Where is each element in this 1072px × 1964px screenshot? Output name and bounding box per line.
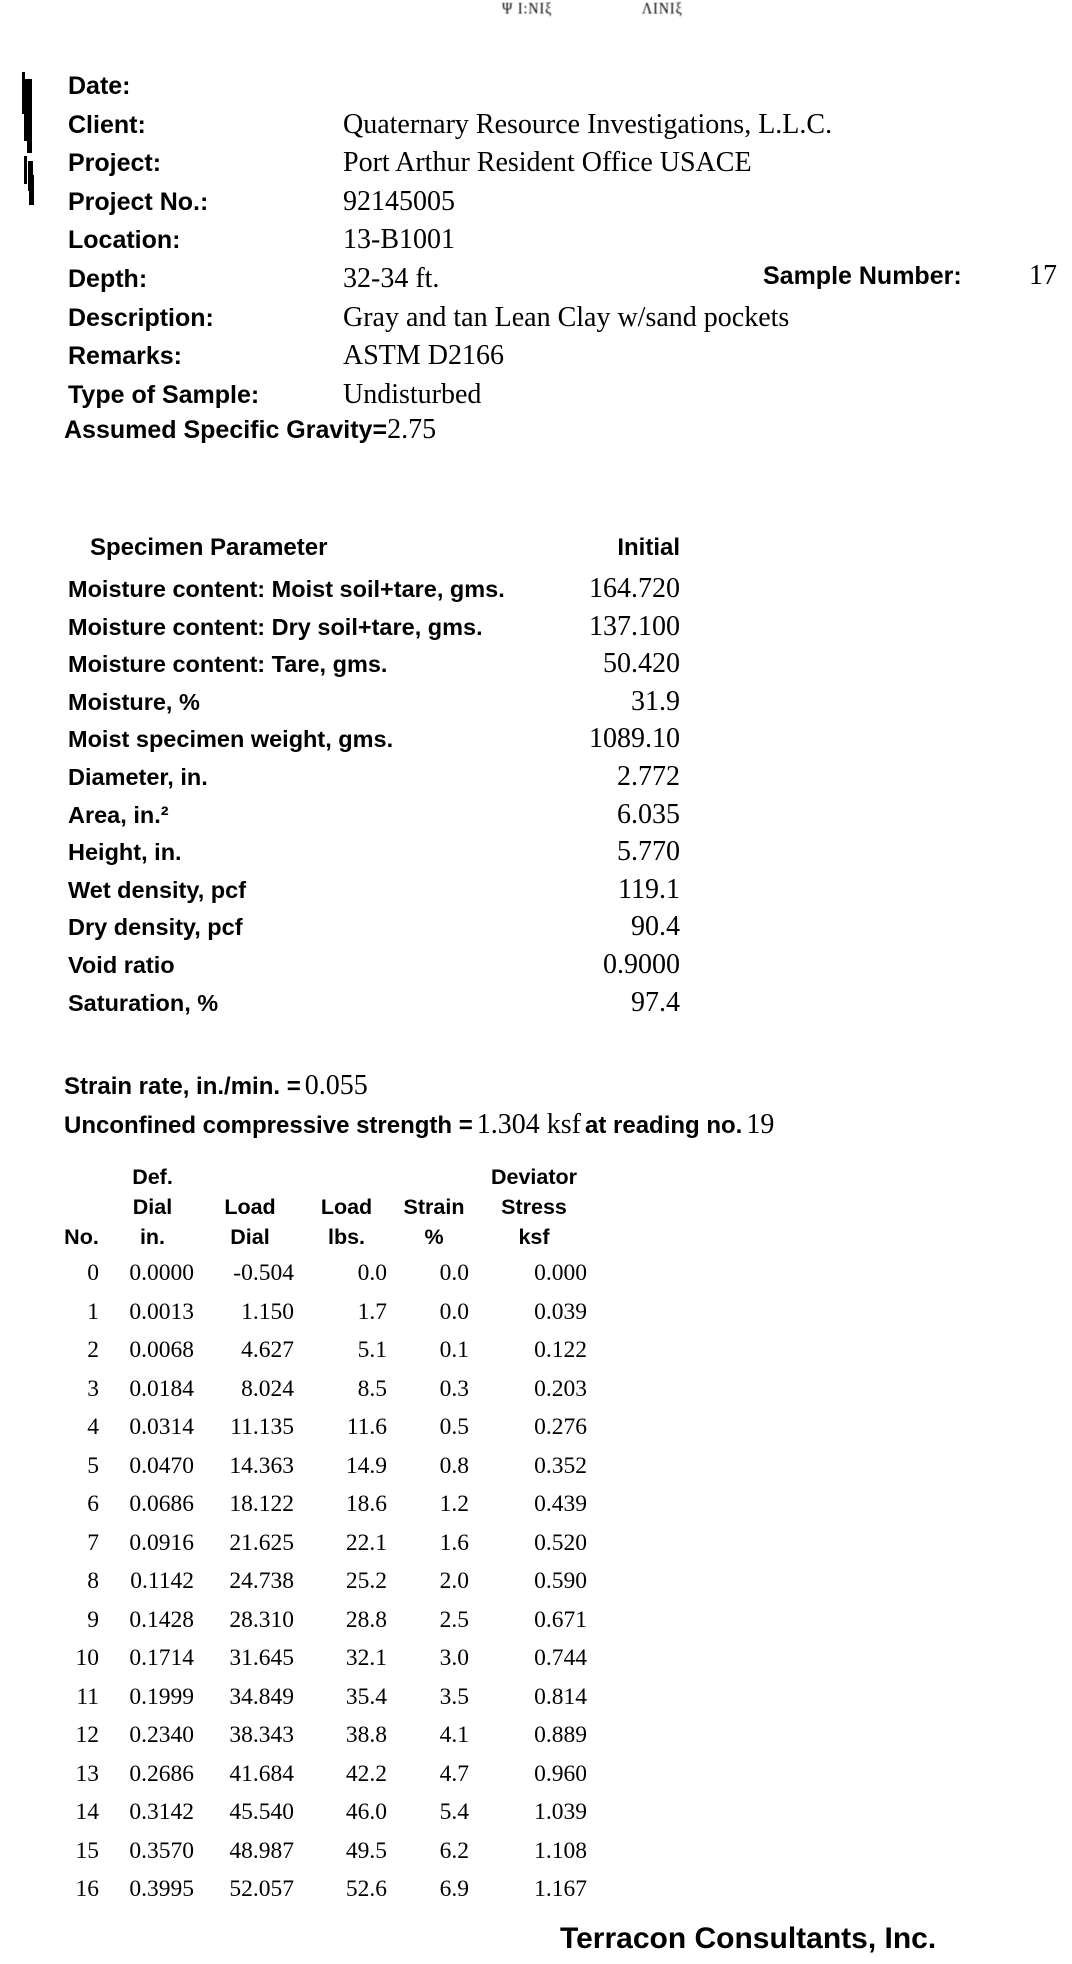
deviator-stress-cell: 0.039 bbox=[534, 1298, 587, 1325]
scan-noise-text: Ψ Ι:ΝΙξ bbox=[502, 0, 553, 19]
field-label: Location: bbox=[68, 226, 181, 255]
load-lbs-cell: 0.0 bbox=[357, 1260, 387, 1286]
field-value: Quaternary Resource Investigations, L.L.C. bbox=[343, 108, 833, 140]
load-lbs-cell: 14.9 bbox=[345, 1452, 387, 1479]
def-dial-cell: 0.1999 bbox=[129, 1683, 194, 1710]
load-dial-cell: 8.024 bbox=[241, 1375, 294, 1402]
deviator-stress-cell: 0.960 bbox=[534, 1760, 587, 1787]
strain-cell: 0.0 bbox=[439, 1298, 469, 1325]
table-header-cell: Load bbox=[224, 1195, 276, 1219]
load-lbs-cell: 46.0 bbox=[345, 1799, 387, 1825]
def-dial-cell: 0.3142 bbox=[129, 1799, 194, 1825]
load-lbs-cell: 32.1 bbox=[345, 1645, 387, 1671]
field-value: Undisturbed bbox=[343, 378, 482, 410]
specimen-row bbox=[68, 836, 680, 874]
deviator-stress-cell: 0.122 bbox=[534, 1337, 587, 1363]
initial-column-heading: Initial bbox=[617, 534, 680, 561]
field-label: Description: bbox=[68, 303, 214, 332]
specimen-row bbox=[68, 686, 680, 724]
load-dial-cell: 31.645 bbox=[229, 1645, 294, 1671]
load-dial-cell: 45.540 bbox=[229, 1799, 294, 1825]
specimen-row bbox=[68, 949, 680, 987]
reading-no-cell: 9 bbox=[87, 1606, 99, 1633]
parameter-label: Moisture content: Moist soil+tare, gms. bbox=[68, 576, 505, 602]
deviator-stress-cell: 0.520 bbox=[534, 1529, 587, 1556]
specimen-row bbox=[68, 723, 680, 761]
table-header-cell: Dial bbox=[132, 1195, 173, 1219]
sample-number-value: 17 bbox=[1029, 260, 1057, 291]
table-header-cell: Strain bbox=[403, 1195, 465, 1219]
readings-table bbox=[58, 1164, 593, 1909]
specimen-row bbox=[68, 648, 680, 686]
def-dial-cell: 0.0013 bbox=[129, 1298, 194, 1325]
specimen-row bbox=[68, 573, 680, 611]
reading-no-cell: 13 bbox=[75, 1760, 99, 1787]
load-lbs-cell: 5.1 bbox=[357, 1337, 387, 1363]
strain-cell: 3.0 bbox=[439, 1645, 469, 1671]
def-dial-cell: 0.2686 bbox=[129, 1760, 194, 1787]
load-lbs-cell: 25.2 bbox=[345, 1568, 387, 1594]
assumed-sg-value: 2.75 bbox=[387, 414, 437, 445]
field-label: Client: bbox=[68, 110, 146, 139]
load-dial-cell: 28.310 bbox=[229, 1606, 294, 1633]
field-value: Gray and tan Lean Clay w/sand pockets bbox=[343, 301, 790, 333]
def-dial-cell: 0.0068 bbox=[129, 1337, 194, 1363]
deviator-stress-cell: 0.590 bbox=[534, 1568, 587, 1594]
header-fields bbox=[68, 70, 832, 417]
parameter-value: 97.4 bbox=[631, 986, 680, 1018]
load-lbs-cell: 35.4 bbox=[345, 1683, 387, 1710]
unconfined-strength-line bbox=[64, 1109, 774, 1141]
field-value: 92145005 bbox=[343, 185, 455, 217]
field-value: ASTM D2166 bbox=[343, 340, 505, 372]
strain-cell: 0.0 bbox=[439, 1260, 469, 1286]
header-field-row bbox=[68, 109, 832, 148]
reading-no-cell: 16 bbox=[75, 1876, 99, 1902]
load-dial-cell: 24.738 bbox=[229, 1568, 294, 1594]
def-dial-cell: 0.3995 bbox=[129, 1876, 194, 1902]
table-header-cell: % bbox=[424, 1225, 444, 1249]
reading-no-cell: 8 bbox=[87, 1568, 99, 1594]
field-label: Depth: bbox=[68, 264, 148, 293]
def-dial-cell: 0.1714 bbox=[129, 1645, 194, 1671]
parameter-label: Height, in. bbox=[68, 839, 182, 866]
company-name: Terracon Consultants, Inc. bbox=[560, 1922, 937, 1955]
header-field-row bbox=[68, 302, 832, 341]
reading-no-cell: 1 bbox=[87, 1298, 99, 1325]
header-field-row bbox=[68, 263, 832, 302]
specimen-row bbox=[68, 911, 680, 949]
strain-cell: 5.4 bbox=[439, 1799, 469, 1825]
strain-cell: 1.2 bbox=[439, 1491, 469, 1517]
strain-rate-line bbox=[64, 1070, 368, 1102]
load-dial-cell: -0.504 bbox=[233, 1260, 294, 1286]
load-lbs-cell: 49.5 bbox=[345, 1837, 387, 1864]
table-header-cell: Def. bbox=[132, 1165, 173, 1189]
header-field-row bbox=[68, 186, 832, 225]
load-lbs-cell: 28.8 bbox=[345, 1606, 387, 1633]
parameter-label: Moisture content: Dry soil+tare, gms. bbox=[68, 613, 483, 640]
table-header-cell bbox=[300, 1164, 393, 1194]
reading-no-cell: 5 bbox=[87, 1452, 99, 1479]
reading-no-cell: 4 bbox=[87, 1414, 99, 1440]
reading-no-cell: 2 bbox=[87, 1337, 99, 1363]
table-header-cell: Dial bbox=[230, 1225, 270, 1249]
parameter-value: 6.035 bbox=[617, 798, 680, 830]
strain-rate-label: Strain rate, in./min. = bbox=[64, 1073, 301, 1100]
reading-no-cell: 12 bbox=[75, 1722, 99, 1748]
def-dial-cell: 0.0470 bbox=[129, 1452, 194, 1479]
reading-no-cell: 10 bbox=[75, 1645, 99, 1671]
parameter-value: 164.720 bbox=[589, 573, 680, 604]
assumed-specific-gravity-line bbox=[64, 414, 436, 446]
strain-rate-value: 0.055 bbox=[304, 1070, 368, 1101]
table-header-cell: Deviator bbox=[490, 1165, 578, 1189]
field-value: Port Arthur Resident Office USACE bbox=[343, 147, 752, 179]
deviator-stress-cell: 1.039 bbox=[534, 1799, 587, 1825]
load-dial-cell: 48.987 bbox=[229, 1837, 294, 1864]
deviator-stress-cell: 0.203 bbox=[534, 1375, 587, 1402]
specimen-parameter-table bbox=[68, 534, 680, 1024]
parameter-value: 50.420 bbox=[603, 648, 680, 680]
parameter-label: Dry density, pcf bbox=[68, 914, 243, 941]
header-field-row bbox=[68, 147, 832, 186]
load-lbs-cell: 22.1 bbox=[345, 1529, 387, 1556]
strain-cell: 0.8 bbox=[439, 1452, 469, 1479]
parameter-label: Moist specimen weight, gms. bbox=[68, 726, 394, 753]
specimen-parameter-heading: Specimen Parameter bbox=[90, 534, 328, 561]
strain-cell: 4.1 bbox=[439, 1722, 469, 1748]
header-field-row bbox=[68, 224, 832, 263]
load-dial-cell: 14.363 bbox=[229, 1452, 294, 1479]
table-header-cell bbox=[200, 1164, 300, 1194]
deviator-stress-cell: 0.744 bbox=[534, 1645, 587, 1671]
table-header-cell: ksf bbox=[518, 1225, 550, 1249]
parameter-label: Void ratio bbox=[68, 951, 175, 978]
parameter-value: 119.1 bbox=[618, 873, 680, 905]
sample-number-field bbox=[763, 260, 1057, 292]
load-lbs-cell: 1.7 bbox=[357, 1298, 387, 1325]
deviator-stress-cell: 0.814 bbox=[534, 1683, 587, 1710]
def-dial-cell: 0.0000 bbox=[129, 1260, 194, 1286]
def-dial-cell: 0.0916 bbox=[129, 1529, 194, 1556]
parameter-value: 90.4 bbox=[631, 911, 680, 943]
load-lbs-cell: 38.8 bbox=[345, 1722, 387, 1748]
strain-cell: 2.0 bbox=[439, 1568, 469, 1594]
specimen-rows bbox=[68, 573, 680, 1024]
parameter-value: 1089.10 bbox=[589, 723, 680, 755]
field-label: Remarks: bbox=[68, 342, 182, 371]
table-header-cell: in. bbox=[139, 1225, 166, 1249]
parameter-label: Saturation, % bbox=[68, 989, 219, 1016]
deviator-stress-cell: 0.671 bbox=[534, 1606, 587, 1633]
deviator-stress-cell: 0.889 bbox=[534, 1722, 587, 1748]
def-dial-cell: 0.3570 bbox=[129, 1837, 194, 1864]
specimen-row bbox=[68, 874, 680, 912]
strain-cell: 0.5 bbox=[439, 1414, 469, 1440]
specimen-row bbox=[68, 761, 680, 799]
reading-no-cell: 0 bbox=[87, 1260, 99, 1286]
load-dial-cell: 18.122 bbox=[229, 1491, 294, 1517]
table-header-cell bbox=[58, 1164, 105, 1194]
table-header-cell: No. bbox=[64, 1225, 99, 1249]
ucs-label: Unconfined compressive strength = bbox=[64, 1112, 473, 1139]
specimen-row bbox=[68, 987, 680, 1025]
table-header-cell bbox=[393, 1164, 475, 1194]
field-label: Project No.: bbox=[68, 187, 209, 216]
parameter-value: 31.9 bbox=[631, 685, 680, 717]
strain-cell: 0.1 bbox=[439, 1337, 469, 1363]
load-dial-cell: 21.625 bbox=[229, 1529, 294, 1556]
ucs-value: 1.304 ksf bbox=[476, 1109, 581, 1140]
reading-no-cell: 11 bbox=[76, 1683, 99, 1710]
strain-cell: 0.3 bbox=[439, 1375, 469, 1402]
load-dial-cell: 1.150 bbox=[241, 1298, 294, 1325]
reading-no-cell: 14 bbox=[75, 1799, 99, 1825]
strain-cell: 6.2 bbox=[439, 1837, 469, 1864]
parameter-value: 2.772 bbox=[617, 760, 680, 792]
def-dial-cell: 0.1142 bbox=[130, 1568, 194, 1594]
parameter-value: 0.9000 bbox=[603, 948, 680, 980]
strain-cell: 4.7 bbox=[439, 1760, 469, 1787]
scan-edge-artifact bbox=[24, 156, 27, 184]
parameter-label: Wet density, pcf bbox=[68, 876, 247, 903]
parameter-label: Diameter, in. bbox=[68, 763, 208, 790]
load-lbs-cell: 42.2 bbox=[345, 1760, 387, 1787]
field-label: Project: bbox=[68, 149, 162, 178]
load-dial-cell: 52.057 bbox=[229, 1876, 294, 1902]
load-dial-cell: 4.627 bbox=[241, 1337, 294, 1363]
table-header-cell: Load bbox=[320, 1195, 373, 1219]
sample-number-label: Sample Number: bbox=[763, 262, 962, 290]
specimen-row bbox=[68, 799, 680, 837]
parameter-label: Moisture, % bbox=[68, 688, 200, 715]
deviator-stress-cell: 0.439 bbox=[534, 1491, 587, 1517]
deviator-stress-cell: 0.000 bbox=[534, 1260, 587, 1286]
deviator-stress-cell: 0.276 bbox=[534, 1414, 587, 1440]
parameter-label: Area, in.² bbox=[68, 801, 169, 828]
reading-no-cell: 6 bbox=[87, 1491, 99, 1517]
field-value: 32-34 ft. bbox=[343, 262, 440, 294]
scan-edge-artifact bbox=[22, 72, 25, 114]
scan-noise-text: ΛΙΝΙξ bbox=[642, 0, 683, 19]
load-dial-cell: 34.849 bbox=[229, 1683, 294, 1710]
load-dial-cell: 41.684 bbox=[229, 1760, 294, 1787]
ucs-reading-number: 19 bbox=[746, 1109, 775, 1140]
strain-cell: 2.5 bbox=[439, 1606, 469, 1633]
table-header-cell: lbs. bbox=[327, 1225, 366, 1249]
header-field-row bbox=[68, 340, 832, 379]
strain-cell: 3.5 bbox=[439, 1683, 469, 1710]
parameter-value: 5.770 bbox=[617, 836, 680, 868]
parameter-label: Moisture content: Tare, gms. bbox=[68, 651, 388, 678]
load-lbs-cell: 11.6 bbox=[346, 1414, 387, 1440]
table-header-cell: Stress bbox=[501, 1195, 567, 1219]
header-field-row bbox=[68, 70, 832, 109]
deviator-stress-cell: 0.352 bbox=[534, 1452, 587, 1479]
strain-cell: 6.9 bbox=[439, 1876, 469, 1902]
deviator-stress-cell: 1.108 bbox=[534, 1837, 587, 1864]
def-dial-cell: 0.2340 bbox=[129, 1722, 194, 1748]
field-label: Type of Sample: bbox=[68, 380, 260, 409]
reading-no-cell: 15 bbox=[75, 1837, 99, 1864]
specimen-row bbox=[68, 611, 680, 649]
def-dial-cell: 0.0184 bbox=[129, 1375, 194, 1402]
field-label: Date: bbox=[68, 72, 131, 100]
deviator-stress-cell: 1.167 bbox=[534, 1876, 587, 1902]
load-lbs-cell: 52.6 bbox=[345, 1876, 387, 1902]
specimen-table-header bbox=[68, 534, 680, 573]
field-value: 13-B1001 bbox=[343, 224, 455, 256]
parameter-value: 137.100 bbox=[589, 610, 680, 642]
load-lbs-cell: 8.5 bbox=[357, 1375, 387, 1402]
def-dial-cell: 0.1428 bbox=[129, 1606, 194, 1633]
strain-cell: 1.6 bbox=[439, 1529, 469, 1556]
table-header-cell bbox=[58, 1194, 105, 1224]
load-dial-cell: 11.135 bbox=[230, 1414, 294, 1440]
reading-no-cell: 7 bbox=[87, 1529, 99, 1556]
load-lbs-cell: 18.6 bbox=[345, 1491, 387, 1517]
def-dial-cell: 0.0686 bbox=[129, 1491, 194, 1517]
header-field-row bbox=[68, 379, 832, 418]
load-dial-cell: 38.343 bbox=[229, 1722, 294, 1748]
def-dial-cell: 0.0314 bbox=[129, 1414, 194, 1440]
assumed-sg-label: Assumed Specific Gravity= bbox=[64, 416, 388, 444]
reading-no-cell: 3 bbox=[87, 1375, 99, 1402]
ucs-reading-label: at reading no. bbox=[585, 1112, 743, 1139]
